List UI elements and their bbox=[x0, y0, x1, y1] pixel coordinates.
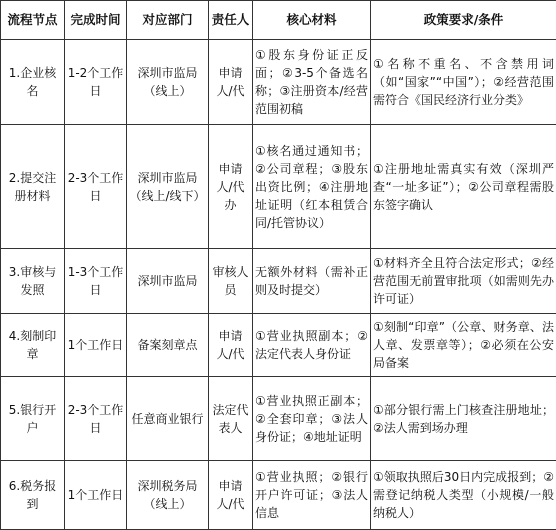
header-materials: 核心材料 bbox=[253, 1, 371, 40]
cell-owner: 申请人/代 bbox=[209, 460, 253, 529]
cell-time: 2-3个工作日 bbox=[65, 125, 127, 249]
cell-node: 6.税务报到 bbox=[1, 460, 65, 529]
table-row bbox=[1, 248, 556, 313]
cell-policy: ①领取执照后30日内完成报到；②需登记纳税人类型（小规模/一般纳税人） bbox=[371, 460, 556, 529]
cell-materials: ①营业执照正副本；②全套印章；③法人身份证；④地址证明 bbox=[253, 377, 371, 460]
cell-materials: ①营业执照；②银行开户许可证；③法人信息 bbox=[253, 460, 371, 529]
cell-materials: ①营业执照副本；②法定代表人身份证 bbox=[253, 314, 371, 377]
cell-time: 2-3个工作日 bbox=[65, 377, 127, 460]
table-header-row bbox=[1, 1, 556, 40]
cell-time: 1-2个工作日 bbox=[65, 40, 127, 125]
cell-policy: ①刻制“印章”（公章、财务章、法人章、发票章等）；②必须在公安局备案 bbox=[371, 314, 556, 377]
cell-owner: 申请人/代办 bbox=[209, 125, 253, 249]
table-row bbox=[1, 125, 556, 249]
cell-time: 1个工作日 bbox=[65, 314, 127, 377]
cell-owner: 申请人/代 bbox=[209, 314, 253, 377]
cell-materials: ①股东身份证正反面；②3-5个备选名称；③注册资本/经营范围初稿 bbox=[253, 40, 371, 125]
cell-dept: 深圳市监局 bbox=[127, 248, 209, 313]
cell-node: 2.提交注册材料 bbox=[1, 125, 65, 249]
cell-dept: 备案刻章点 bbox=[127, 314, 209, 377]
cell-policy: ①材料齐全且符合法定形式；②经营范围无前置审批项（如需则先办许可证） bbox=[371, 248, 556, 313]
header-time: 完成时间 bbox=[65, 1, 127, 40]
table-row bbox=[1, 314, 556, 377]
cell-dept: 深圳税务局（线上） bbox=[127, 460, 209, 529]
cell-node: 1.企业核名 bbox=[1, 40, 65, 125]
cell-dept: 深圳市监局（线上） bbox=[127, 40, 209, 125]
header-owner: 责任人 bbox=[209, 1, 253, 40]
cell-policy: ①部分银行需上门核查注册地址；②法人需到场办理 bbox=[371, 377, 556, 460]
cell-owner: 审核人员 bbox=[209, 248, 253, 313]
cell-node: 3.审核与发照 bbox=[1, 248, 65, 313]
cell-owner: 申请人/代 bbox=[209, 40, 253, 125]
cell-time: 1个工作日 bbox=[65, 460, 127, 529]
header-node: 流程节点 bbox=[1, 1, 65, 40]
cell-owner: 法定代表人 bbox=[209, 377, 253, 460]
cell-node: 5.银行开户 bbox=[1, 377, 65, 460]
cell-time: 1-3个工作日 bbox=[65, 248, 127, 313]
table-row bbox=[1, 460, 556, 529]
cell-dept: 任意商业银行 bbox=[127, 377, 209, 460]
cell-policy: ①注册地址需真实有效（深圳严查“一址多证”）；②公司章程需股东签字确认 bbox=[371, 125, 556, 249]
cell-materials: 无额外材料（需补正则及时提交） bbox=[253, 248, 371, 313]
table-row bbox=[1, 40, 556, 125]
cell-dept: 深圳市监局（线上/线下） bbox=[127, 125, 209, 249]
cell-materials: ①核名通过通知书；②公司章程；③股东出资比例；④注册地址证明（红本租赁合同/托管协议） bbox=[253, 125, 371, 249]
header-policy: 政策要求/条件 bbox=[371, 1, 556, 40]
cell-node: 4.刻制印章 bbox=[1, 314, 65, 377]
header-dept: 对应部门 bbox=[127, 1, 209, 40]
cell-policy: ①名称不重名、不含禁用词（如“国家”“中国”）；②经营范围需符合《国民经济行业分类》 bbox=[371, 40, 556, 125]
table-row bbox=[1, 377, 556, 460]
